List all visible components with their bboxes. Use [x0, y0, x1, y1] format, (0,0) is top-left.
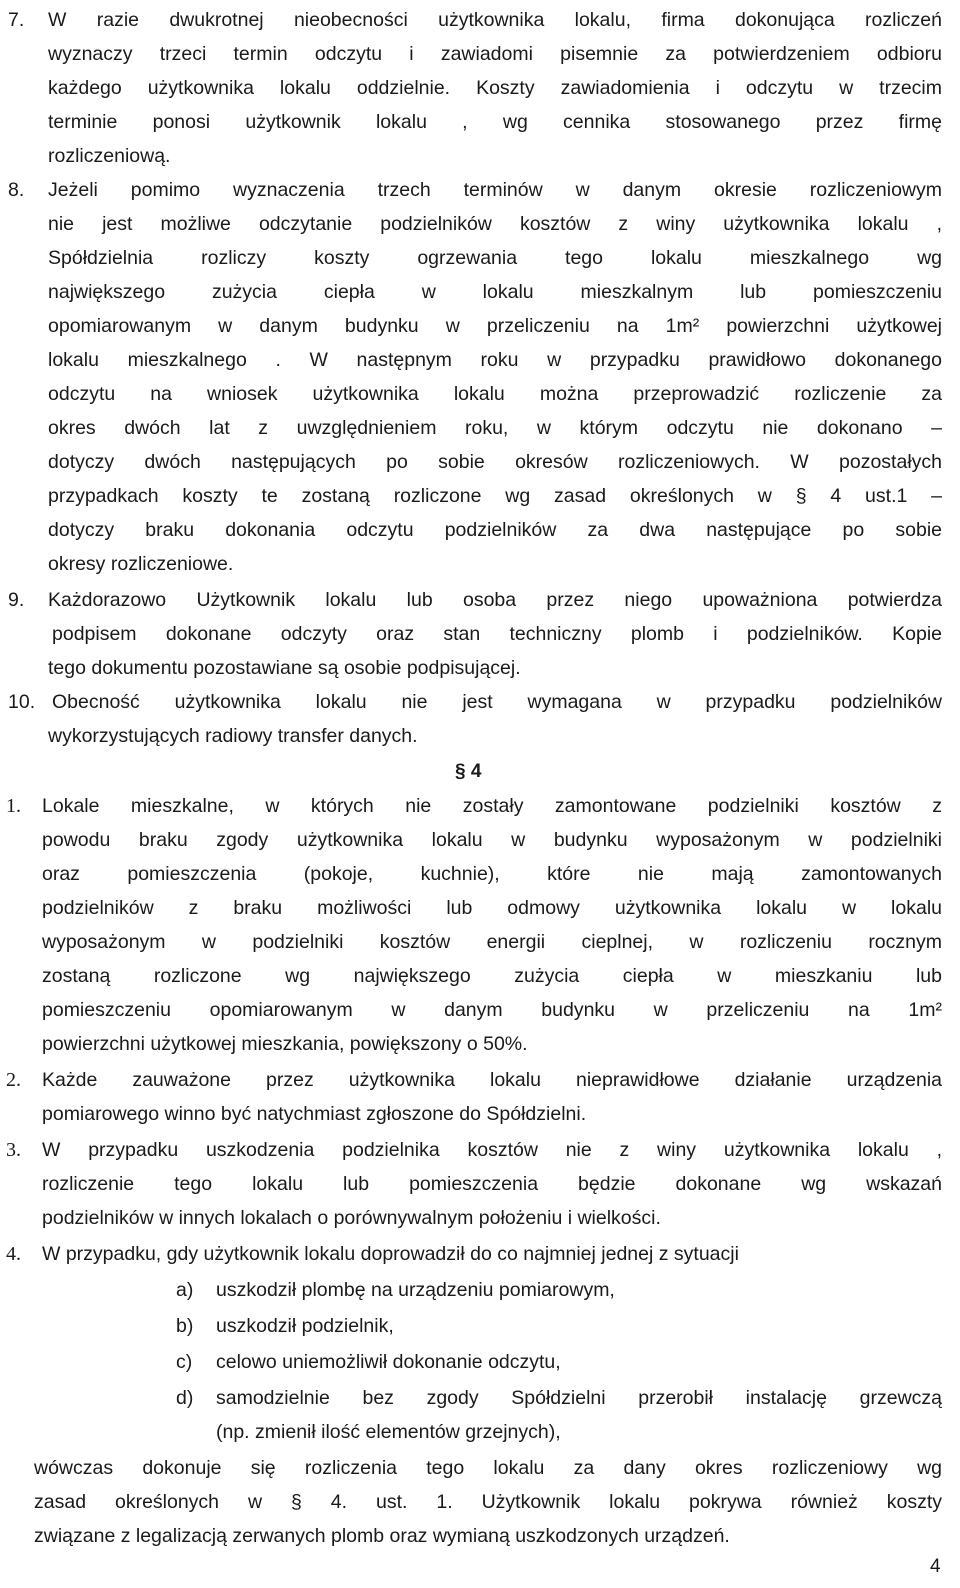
subitem-text: (np. zmienił ilość elementów grzejnych), — [216, 1421, 561, 1443]
section-line: powierzchni użytkowej mieszkania, powiększony o 50%. — [42, 1033, 528, 1055]
subitem-letter: d) — [176, 1387, 194, 1409]
section-line: Każde zauważone przez użytkownika lokalu nieprawidłowe działanie urządzenia — [42, 1069, 942, 1091]
section-line: W przypadku, gdy użytkownik lokalu doprowadził do co najmniej jednej z sytuacji — [42, 1243, 739, 1265]
paragraph-line: Obecność użytkownika lokalu nie jest wymagana w przypadku podzielników — [52, 691, 942, 713]
paragraph-line: tego dokumentu pozostawiane są osobie podpisującej. — [48, 657, 521, 679]
paragraph-line: nie jest możliwe odczytanie podzielników kosztów z winy użytkownika lokalu , — [48, 213, 942, 235]
paragraph-line: Spółdzielnia rozliczy koszty ogrzewania tego lokalu mieszkalnego wg — [48, 247, 942, 269]
closing-line: zasad określonych w § 4. ust. 1. Użytkownik lokalu pokrywa również koszty — [34, 1491, 942, 1513]
section-item-number: 4. — [6, 1243, 21, 1265]
paragraph-line: Jeżeli pomimo wyznaczenia trzech terminów w danym okresie rozliczeniowym — [48, 179, 942, 201]
section-item-number: 1. — [6, 795, 21, 817]
item-number: 10. — [8, 691, 36, 713]
paragraph-line: odczytu na wniosek użytkownika lokalu można przeprowadzić rozliczenie za — [48, 383, 942, 405]
section-heading: § 4 — [455, 761, 482, 782]
paragraph-line: okresy rozliczeniowe. — [48, 553, 234, 575]
section-item-number: 3. — [6, 1139, 21, 1161]
paragraph-line: lokalu mieszkalnego . W następnym roku w przypadku prawidłowo dokonanego — [48, 349, 942, 371]
section-line: podzielników z braku możliwości lub odmowy użytkownika lokalu w lokalu — [42, 897, 942, 919]
subitem-letter: c) — [176, 1351, 193, 1373]
paragraph-line: przypadkach koszty te zostaną rozliczone wg zasad określonych w § 4 ust.1 – — [48, 485, 942, 507]
section-line: podzielników w innych lokalach o porównywalnym położeniu i wielkości. — [42, 1207, 661, 1229]
paragraph-line: największego zużycia ciepła w lokalu mieszkalnym lub pomieszczeniu — [48, 281, 942, 303]
section-line: powodu braku zgody użytkownika lokalu w budynku wyposażonym w podzielniki — [42, 829, 942, 851]
paragraph-line: dotyczy dwóch następujących po sobie okresów rozliczeniowych. W pozostałych — [48, 451, 942, 473]
section-line: rozliczenie tego lokalu lub pomieszczenia będzie dokonane wg wskazań — [42, 1173, 942, 1195]
subitem-text: celowo uniemożliwił dokonanie odczytu, — [216, 1351, 561, 1373]
section-item-number: 2. — [6, 1069, 21, 1091]
page-number: 4 — [930, 1556, 941, 1577]
paragraph-line: dotyczy braku dokonania odczytu podzielników za dwa następujące po sobie — [48, 519, 942, 541]
closing-line: wówczas dokonuje się rozliczenia tego lokalu za dany okres rozliczeniowy wg — [34, 1457, 942, 1479]
section-line: pomiarowego winno być natychmiast zgłoszone do Spółdzielni. — [42, 1103, 587, 1125]
paragraph-line: terminie ponosi użytkownik lokalu , wg cennika stosowanego przez firmę — [48, 111, 942, 133]
paragraph-line: podpisem dokonane odczyty oraz stan techniczny plomb i podzielników. Kopie — [52, 623, 942, 645]
paragraph-line: okres dwóch lat z uwzględnieniem roku, w którym odczytu nie dokonano – — [48, 417, 942, 439]
subitem-letter: a) — [176, 1279, 194, 1301]
section-line: oraz pomieszczenia (pokoje, kuchnie), które nie mają zamontowanych — [42, 863, 942, 885]
subitem-text: uszkodził plombę na urządzeniu pomiarowym, — [216, 1279, 615, 1301]
section-line: wyposażonym w podzielniki kosztów energii cieplnej, w rozliczeniu rocznym — [42, 931, 942, 953]
section-line: pomieszczeniu opomiarowanym w danym budynku w przeliczeniu na 1m² — [42, 999, 942, 1021]
subitem-text: samodzielnie bez zgody Spółdzielni przerobił instalację grzewczą — [216, 1387, 942, 1409]
paragraph-line: W razie dwukrotnej nieobecności użytkownika lokalu, firma dokonująca rozliczeń — [48, 9, 942, 31]
section-line: zostaną rozliczone wg największego zużycia ciepła w mieszkaniu lub — [42, 965, 942, 987]
item-number: 8. — [8, 179, 25, 201]
paragraph-line: wykorzystujących radiowy transfer danych. — [48, 725, 418, 747]
paragraph-line: opomiarowanym w danym budynku w przeliczeniu na 1m² powierzchni użytkowej — [48, 315, 942, 337]
item-number: 9. — [8, 589, 25, 611]
item-number: 7. — [8, 9, 25, 31]
paragraph-line: wyznaczy trzeci termin odczytu i zawiadomi pisemnie za potwierdzeniem odbioru — [48, 43, 942, 65]
paragraph-line: każdego użytkownika lokalu oddzielnie. Koszty zawiadomienia i odczytu w trzecim — [48, 77, 942, 99]
subitem-text: uszkodził podzielnik, — [216, 1315, 394, 1337]
paragraph-line: Każdorazowo Użytkownik lokalu lub osoba przez niego upoważniona potwierdza — [48, 589, 942, 611]
section-line: Lokale mieszkalne, w których nie zostały zamontowane podzielniki kosztów z — [42, 795, 942, 817]
subitem-letter: b) — [176, 1315, 194, 1337]
section-line: W przypadku uszkodzenia podzielnika kosztów nie z winy użytkownika lokalu , — [42, 1139, 942, 1161]
closing-line: związane z legalizacją zerwanych plomb oraz wymianą uszkodzonych urządzeń. — [34, 1525, 730, 1547]
paragraph-line: rozliczeniową. — [48, 145, 171, 167]
